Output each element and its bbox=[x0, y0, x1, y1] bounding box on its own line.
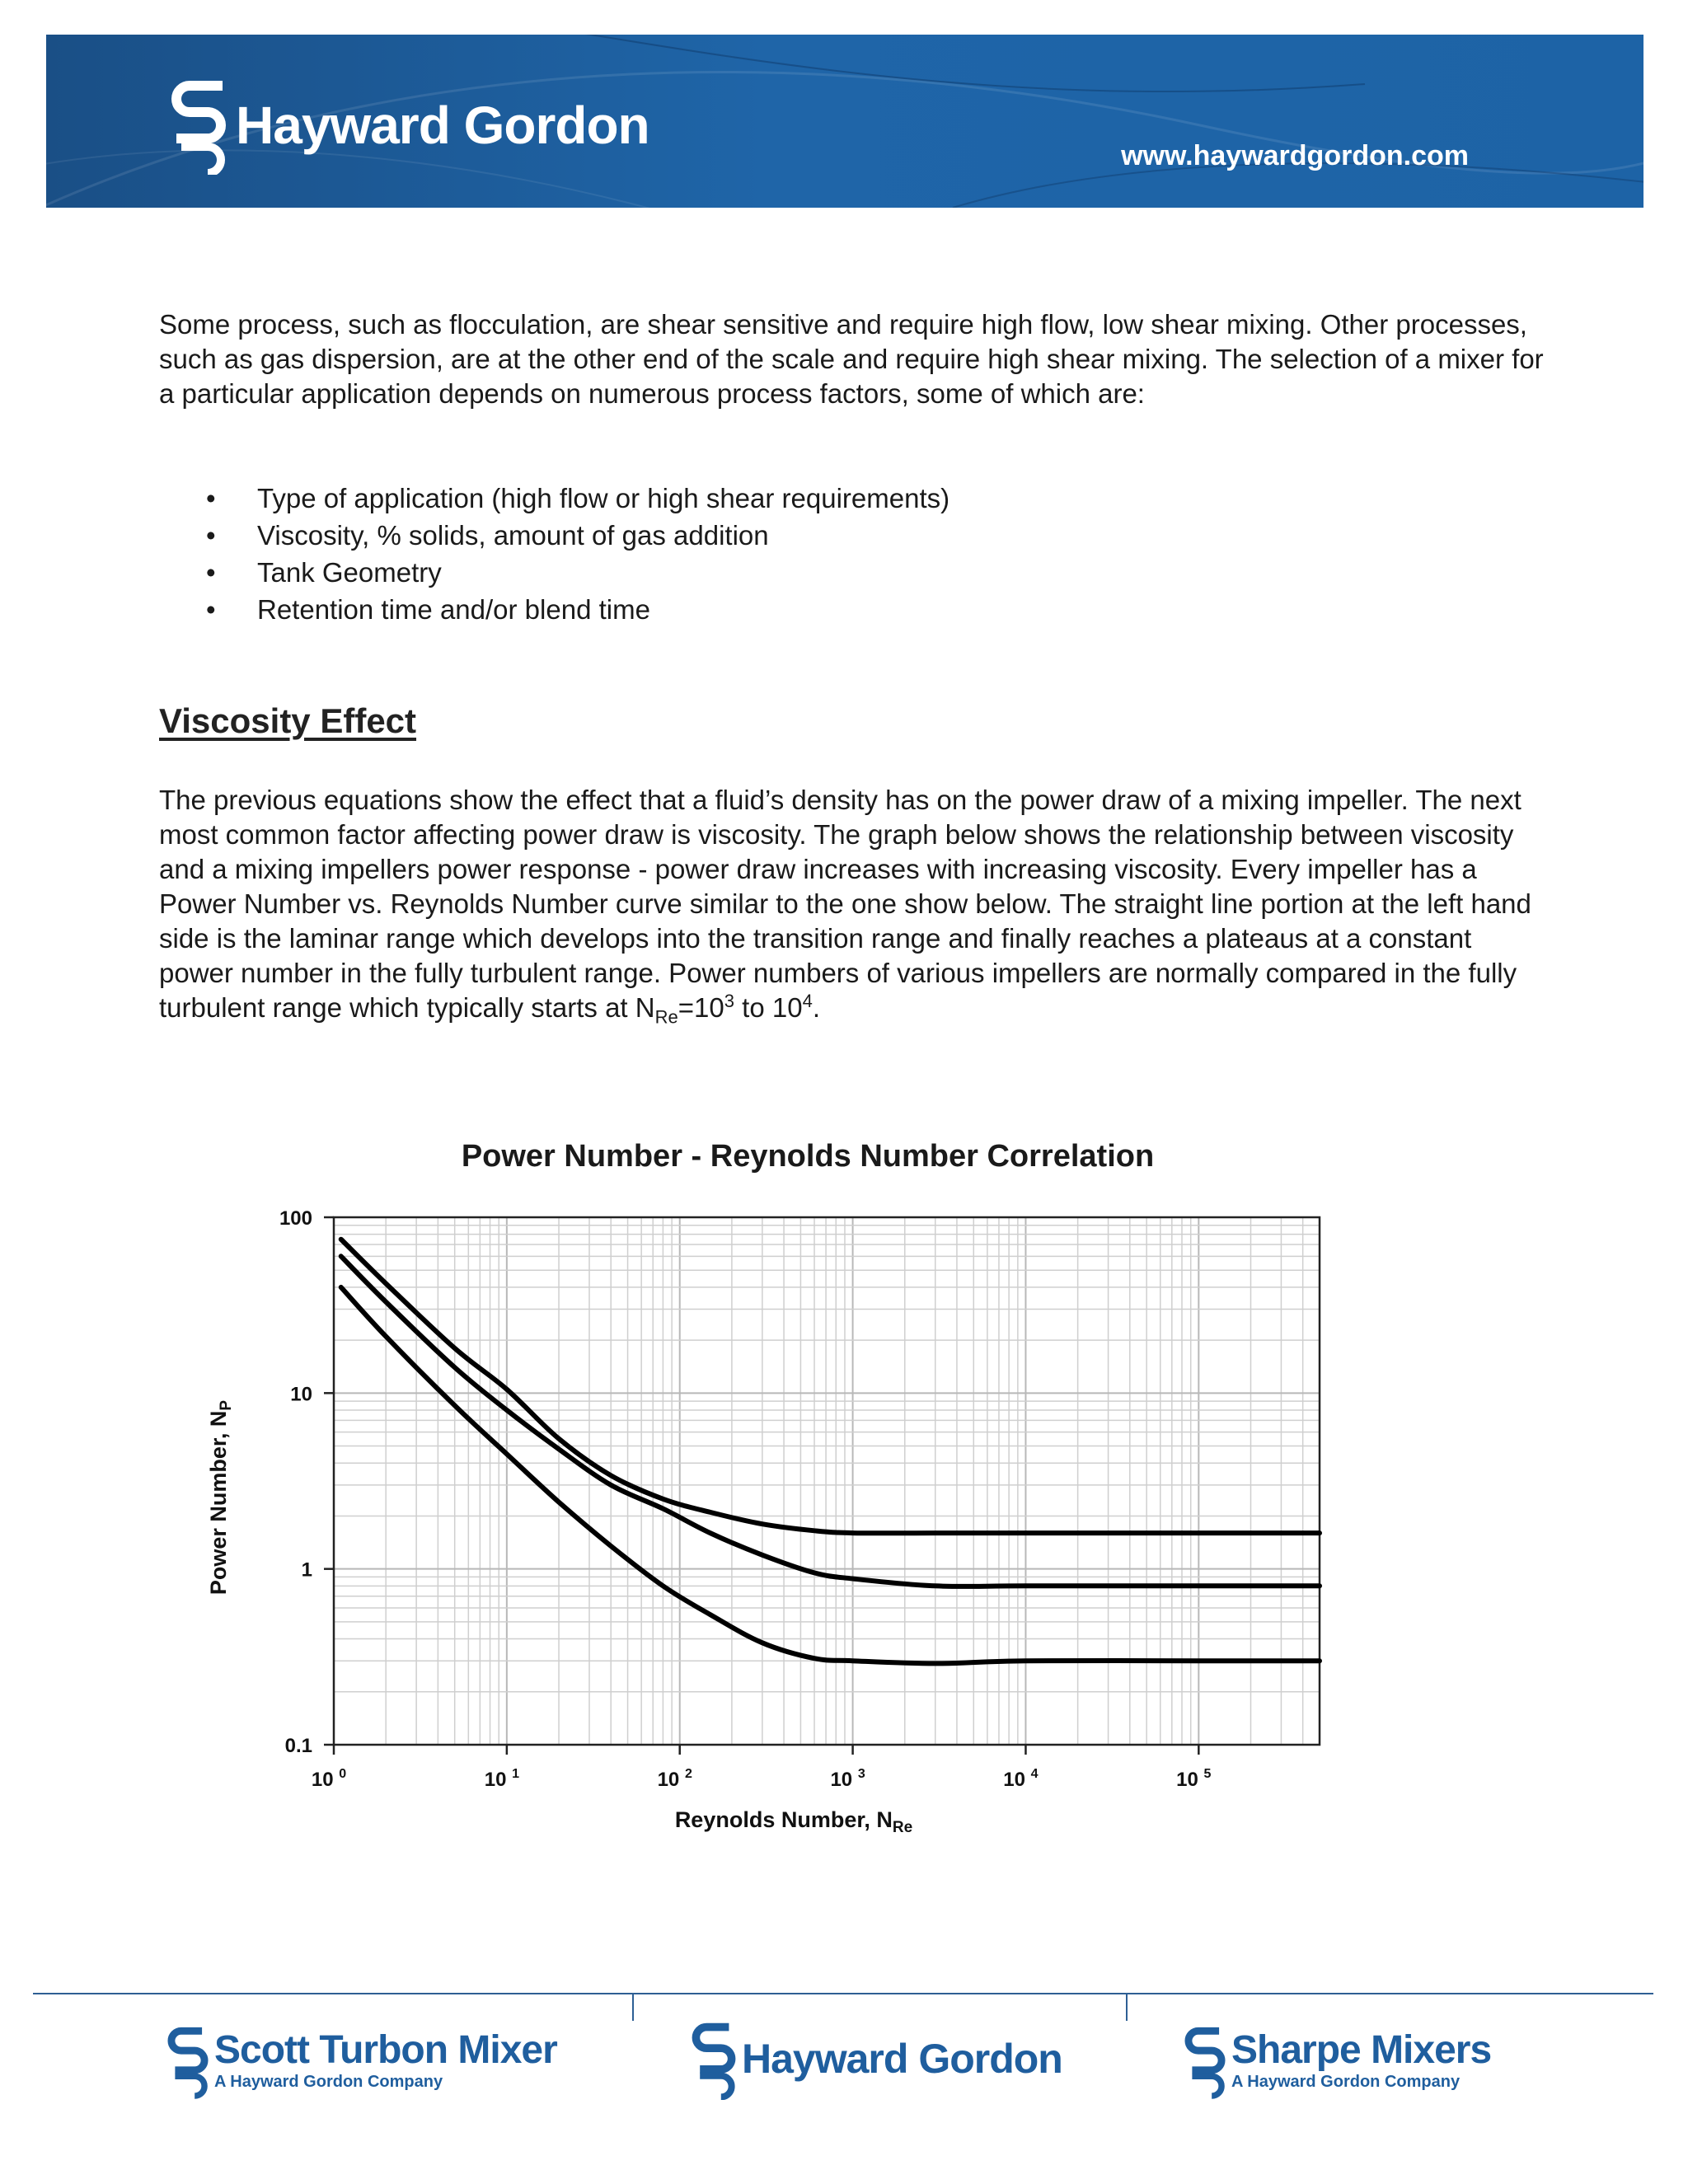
viscosity-paragraph-text: The previous equations show the effect that a fluid’s density has on the power draw of a mixing impeller. The next most common factor affecting power draw is viscosity. The graph below shows the relationship between viscosity and a mixing impellers power response - power draw increases with increasing viscosity. Every impeller has a Power Number vs. Reynolds Number curve similar to the one show below. The straight line portion at the left hand side is the laminar range which develops into the transition range and finally reaches a plateaus at a constant power number in the fully turbulent range. Power numbers of various impellers are normally compared in the fully turbulent range which typically starts at bbox=[159, 785, 1531, 1023]
list-item-text: Type of application (high flow or high shear requirements) bbox=[257, 483, 950, 513]
bullet-icon: • bbox=[206, 483, 216, 513]
bullet-icon: • bbox=[206, 557, 216, 588]
footer-logo-name: Sharpe Mixers bbox=[1231, 2028, 1492, 2072]
to-text: to 10 bbox=[734, 992, 803, 1023]
brand-name: Hayward Gordon bbox=[236, 96, 649, 155]
website-link[interactable]: www.haywardgordon.com bbox=[1121, 140, 1469, 171]
intro-paragraph: Some process, such as flocculation, are shear sensitive and require high flow, low shear mixing. Other processes, such as gas dispersion, are at the other end of the scale and require high shear mixing. The selection of a mixer for a particular application depends on numerous process factors, some of which are: bbox=[159, 309, 1544, 409]
footer-separator bbox=[1126, 1993, 1128, 2021]
footer-logo-name: Hayward Gordon bbox=[742, 2036, 1062, 2082]
x-tick-label: 10 $^4$ bbox=[1003, 1767, 1039, 1791]
period-text: . bbox=[812, 992, 820, 1023]
footer-logo-sub: A Hayward Gordon Company bbox=[214, 2073, 443, 2091]
hg-s-logo-icon bbox=[691, 2018, 737, 2100]
series-line-3 bbox=[341, 1287, 1320, 1664]
x-tick-label: 10 $^3$ bbox=[830, 1767, 865, 1791]
nre-subscript: Re bbox=[654, 1006, 678, 1028]
bullet-icon: • bbox=[206, 594, 216, 625]
list-item-text: Viscosity, % solids, amount of gas addition bbox=[257, 520, 769, 551]
chart-title: Power Number - Reynolds Number Correlation bbox=[461, 1139, 1155, 1174]
x-tick-label: 10 $^1$ bbox=[484, 1767, 520, 1791]
y-tick-label: 100 bbox=[279, 1207, 312, 1230]
series-line-1 bbox=[341, 1240, 1320, 1534]
footer-logo-name: Scott Turbon Mixer bbox=[214, 2028, 557, 2072]
x-tick-label: 10 $^2$ bbox=[657, 1767, 692, 1791]
x-tick-label: 10 $^5$ bbox=[1176, 1767, 1212, 1791]
footer-logo-sub: A Hayward Gordon Company bbox=[1231, 2073, 1461, 2091]
series-line-2 bbox=[341, 1256, 1320, 1586]
list-item-text: Retention time and/or blend time bbox=[257, 594, 650, 625]
y-tick-label: 0.1 bbox=[284, 1735, 312, 1757]
footer-divider bbox=[33, 1993, 1653, 1994]
exponent-2: 4 bbox=[802, 991, 813, 1011]
list-item-text: Tank Geometry bbox=[257, 557, 442, 588]
footer-logo-sharpe[interactable] bbox=[1184, 2021, 1491, 2100]
y-axis-label: Power Number, $N_P$ bbox=[206, 1399, 235, 1596]
bullet-icon: • bbox=[206, 520, 216, 551]
section-heading: Viscosity Effect bbox=[159, 701, 417, 740]
nre-symbol: N bbox=[635, 992, 655, 1023]
s-logo-icon bbox=[166, 2021, 209, 2100]
exponent-1: 3 bbox=[724, 991, 734, 1011]
y-tick-label: 10 bbox=[290, 1383, 312, 1406]
s-logo-icon bbox=[1184, 2021, 1226, 2100]
x-tick-label: 10 $^0$ bbox=[311, 1767, 347, 1791]
y-tick-label: 1 bbox=[301, 1558, 312, 1582]
footer-separator bbox=[632, 1993, 634, 2021]
x-axis-label: Reynolds Number, $N_{Re}$ bbox=[674, 1807, 913, 1836]
eq-text: =10 bbox=[678, 992, 724, 1023]
footer-logo-hayward[interactable] bbox=[691, 2018, 1062, 2100]
footer-logo-scott[interactable] bbox=[166, 2021, 557, 2100]
